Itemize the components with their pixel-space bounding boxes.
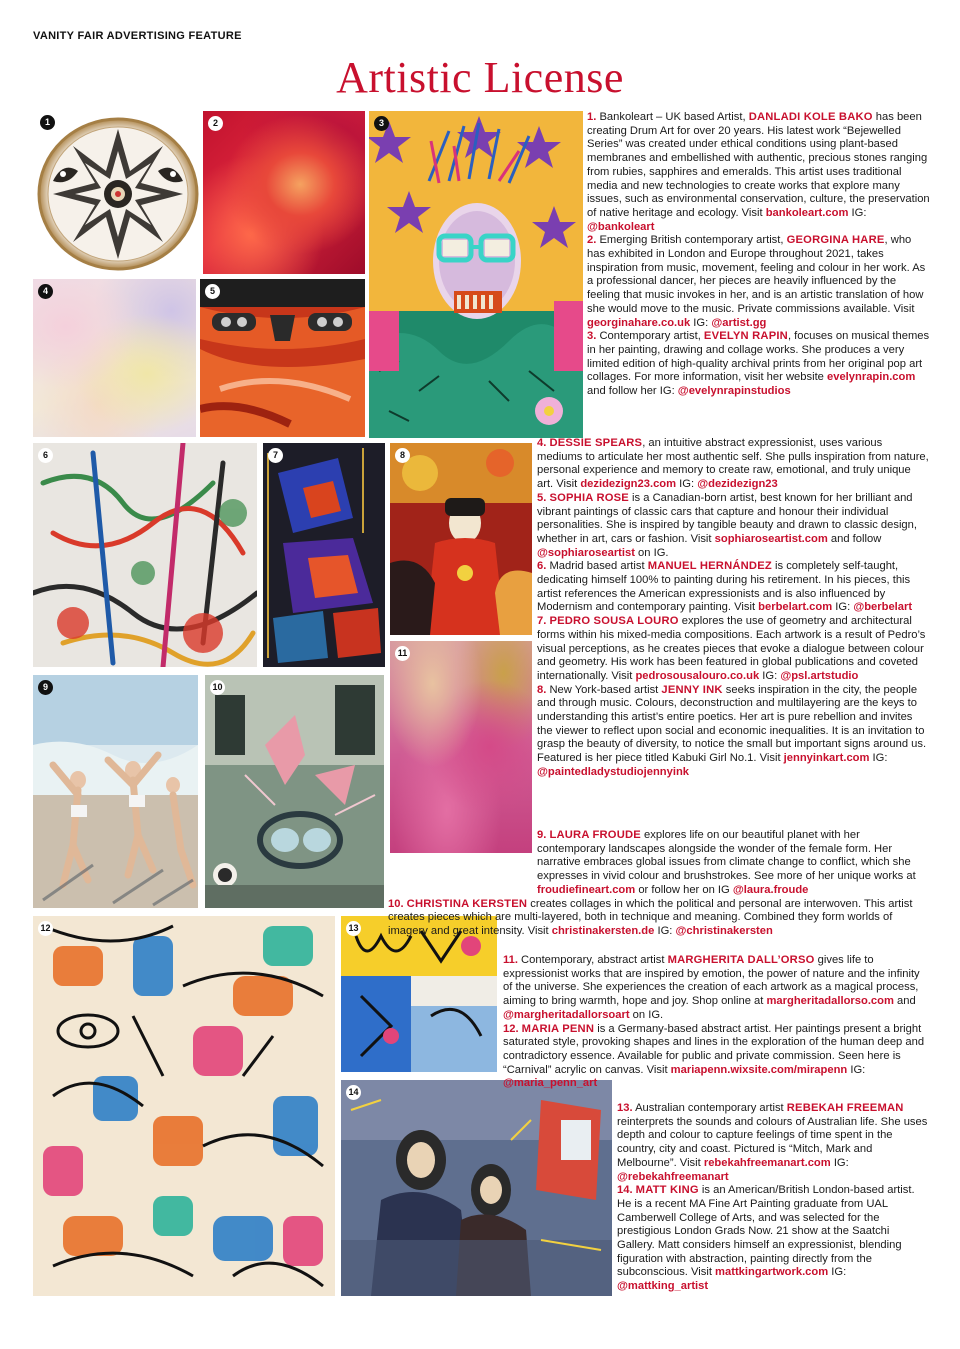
website-link[interactable]: mariapenn.wixsite.com/mirapenn <box>670 1063 848 1076</box>
artwork-7-image <box>263 443 385 667</box>
artwork-number: 8 <box>395 448 410 463</box>
pop-collage-icon <box>369 111 583 438</box>
artwork-2-image <box>203 111 365 274</box>
drum-art-icon <box>33 111 199 271</box>
website-link[interactable]: froudiefineart.com <box>537 883 636 896</box>
website-link[interactable]: bankoleart.com <box>765 206 849 219</box>
instagram-link[interactable]: @evelynrapinstudios <box>677 385 791 398</box>
artwork-11-image <box>390 641 532 853</box>
kabuki-painting-icon <box>390 443 532 635</box>
artwork-4-image <box>33 279 196 437</box>
website-link[interactable]: rebekahfreemanart.com <box>703 1156 831 1169</box>
artwork-6-image <box>33 443 257 667</box>
instagram-link[interactable]: @christinakersten <box>675 924 773 937</box>
instagram-link[interactable]: @artist.gg <box>711 316 767 329</box>
artwork-number: 2 <box>208 116 223 131</box>
website-link[interactable]: margheritadallorso.com <box>766 995 894 1008</box>
entry-6: 6. Madrid based artist MANUEL HERNÁNDEZ is completely self-taught, dedicating himself 100% to painting during his retirement. In his pieces, this artist references the American expressionists and is also influenced by Modernism and contemporary painting. Visit berbelart.com IG: @berbelart <box>537 560 913 614</box>
entry-8: 8. New York-based artist JENNY INK seeks inspiration in the city, the people and through music. Colours, deconstruction and multilayering are the keys to understanding this artist’s entire poetics. Her art is pure rebellion and invites the viewer to reflect upon social and economic inequalities. It is an invitation to grasp the beauty of diversity, to notice the small but important signs around us. Featured is her piece titled Kabuki Girl No.1. Visit jennyinkart.com IG: @paintedladystudiojennyink <box>537 683 927 778</box>
artwork-14-image <box>341 1080 612 1296</box>
instagram-link[interactable]: @berbelart <box>853 601 913 614</box>
website-link[interactable]: sophiaroseartist.com <box>714 532 828 545</box>
entry-11: 11. Contemporary, abstract artist MARGHERITA DALL’ORSO gives life to expressionist works that are inspired by emotion, the power of nature and the infinity of the universe. She experiences the creation of each artwork as a magical process, aiming to bring warmth, hope and joy. Shop online at margheritadallorso.com and @margheritadallorsoart on IG. <box>503 954 920 1021</box>
artwork-number: 14 <box>346 1085 361 1100</box>
text-block-b <box>537 437 929 780</box>
entry-2: 2. Emerging British contemporary artist, GEORGINA HARE, who has exhibited in London and Europe throughout 2021, takes inspiration from music, movement, feeling and colour in her work. As a professional dancer, her pieces are heavily influenced by the feeling that music invokes in her, and is an artistic translation of how she would move to the music. Private commissions available. Visit georginahare.co.uk IG: @artist.gg <box>587 234 926 329</box>
geometric-collage-icon <box>263 443 385 667</box>
artwork-number: 11 <box>395 646 410 661</box>
text-block-e <box>617 1102 929 1294</box>
website-link[interactable]: dezidezign23.com <box>580 478 677 491</box>
artwork-10-image <box>205 675 384 908</box>
classic-car-icon <box>200 279 365 437</box>
instagram-link[interactable]: @maria_penn_art <box>503 1077 598 1090</box>
instagram-link[interactable]: @mattking_artist <box>617 1280 709 1293</box>
figurative-painting-icon <box>341 1080 612 1296</box>
website-link[interactable]: evelynrapin.com <box>827 371 916 384</box>
artwork-number: 1 <box>40 115 55 130</box>
beach-painting-icon <box>33 675 198 908</box>
abstract-painting-icon <box>33 443 257 667</box>
instagram-link[interactable]: @psl.artstudio <box>780 669 859 682</box>
entry-13: 13. Australian contemporary artist REBEKAH FREEMAN reinterprets the sounds and colours of Australian life. She uses depth and colour to capture feelings of time spent in the country, city and coast. Pictured is “Mitch, Mark and Melbourne”. Visit rebekahfreemanart.com IG: @rebekahfreemanart <box>617 1102 928 1183</box>
artwork-3-image <box>369 111 583 438</box>
artwork-8-image <box>390 443 532 635</box>
website-link[interactable]: pedrosousalouro.co.uk <box>635 669 760 682</box>
text-block-c <box>388 829 929 939</box>
website-link[interactable]: georginahare.co.uk <box>587 316 691 329</box>
artwork-number: 4 <box>38 284 53 299</box>
artwork-number: 9 <box>38 680 53 695</box>
instagram-link[interactable]: @sophiaroseartist <box>537 546 635 559</box>
entry-14: 14. MATT KING is an American/British London-based artist. He is a recent MA Fine Art Painting graduate from UAL Camberwell College of Arts, and was selected for the prestigious London Grads Now. 21 show at the Saatchi Gallery. Matt considers himself an expressionist, blending figuration with abstraction, painting directly from the subconscious. Visit mattkingartwork.com IG: @mattking_artist <box>617 1184 915 1293</box>
artwork-number: 5 <box>205 284 220 299</box>
instagram-link[interactable]: @rebekahfreemanart <box>617 1170 729 1183</box>
artwork-number: 13 <box>346 921 361 936</box>
entry-7: 7. PEDRO SOUSA LOURO explores the use of geometry and architectural forms within his mixed-media compositions. Each artwork is a result of Pedro’s visual perceptions, as he creates pieces that evoke a dialogue between colour and geometry. His work has been featured in global publications and coveted internationally. Visit pedrosousalouro.co.uk IG: @psl.artstudio <box>537 615 926 682</box>
entry-5: 5. SOPHIA ROSE is a Canadian-born artist, best known for her brilliant and vibrant paintings of classic cars that capture and honour their individual personalities. She is inspired by tangible beauty and drawn to classic design, whether in art, cars or fashion. Visit sophiaroseartist.com and follow @sophiaroseartist on IG. <box>537 491 917 559</box>
instagram-link[interactable]: @margheritadallorsoart <box>503 1008 630 1021</box>
entry-4: 4. DESSIE SPEARS, an intuitive abstract expressionist, uses various mediums to articulate her most authentic self. She pulls inspiration from nature, personal experience and memory to create raw, emotional, and truly unique art. Visit dezidezign23.com IG: @dezidezign23 <box>537 437 929 491</box>
entry-10: 10. CHRISTINA KERSTEN creates collages in which the political and personal are interwoven. This artist creates pieces which are multi-layered, both in technique and meaning. Combined they form worlds of imagery and great intensity. Visit christinakersten.de IG: @christinakersten <box>388 897 913 937</box>
political-collage-icon <box>205 675 384 908</box>
website-link[interactable]: christinakersten.de <box>551 924 655 937</box>
text-block-d <box>503 954 929 1091</box>
artwork-13-image <box>341 916 497 1072</box>
instagram-link[interactable]: @dezidezign23 <box>697 478 778 491</box>
artwork-5-image <box>200 279 365 437</box>
instagram-link[interactable]: @laura.froude <box>732 883 809 896</box>
page-title: Artistic License <box>336 53 624 102</box>
website-link[interactable]: jennyinkart.com <box>783 752 870 765</box>
website-link[interactable]: mattkingartwork.com <box>715 1266 829 1279</box>
artwork-number: 3 <box>374 116 389 131</box>
website-link[interactable]: berbelart.com <box>758 601 833 614</box>
artwork-number: 12 <box>38 921 53 936</box>
instagram-link[interactable]: @bankoleart <box>587 220 655 233</box>
instagram-link[interactable]: @paintedladystudiojennyink <box>537 765 690 778</box>
artwork-1-image <box>33 111 199 271</box>
graffiti-painting-icon <box>341 916 497 1072</box>
artwork-number: 7 <box>268 448 283 463</box>
entry-3: 3. Contemporary artist, EVELYN RAPIN, focuses on musical themes in her painting, drawing and collage works. She produces a very limited edition of high-quality archival prints from her original pop art collages. For more information, visit her website evelynrapin.com and follow her IG: @evelynrapinstudios <box>587 330 930 398</box>
artwork-9-image <box>33 675 198 908</box>
artwork-12-image <box>33 916 335 1296</box>
entry-12: 12. MARIA PENN is a Germany-based abstract artist. Her paintings present a bright saturated style, provoking shapes and lines in the exploration of the human deep and contradictory essence. Available for public and private commission. Seen here is “Carnival” acrylic on canvas. Visit mariapenn.wixsite.com/mirapenn IG: @maria_penn_art <box>503 1022 925 1090</box>
artwork-number: 10 <box>210 680 225 695</box>
artwork-number: 6 <box>38 448 53 463</box>
entry-1: 1. Bankoleart – UK based Artist, DANLADI KOLE BAKO has been creating Drum Art for over 20 years. His latest work “Bejewelled Series” was created under ethical conditions using plant-based membranes and embellished with authentic, precious stones ranging from rubies, sapphires and emeralds. This artist uses traditional media and new technologies to create works that explore many issues, such as environmental conservation, culture, the preservation of native heritage and ecology. Visit bankoleart.com IG: @bankoleart <box>587 111 930 233</box>
text-block-a <box>587 111 930 399</box>
entry-9: 9. LAURA FROUDE explores life on our beautiful planet with her contemporary landscapes alongside the wonder of the female form. Her narrative embraces global issues from climate change to conflict, which she expresses in vivid colour and brushstrokes. See more of her unique works at froudiefineart.com or follow her on IG @laura.froude <box>537 829 916 896</box>
header-label: VANITY FAIR ADVERTISING FEATURE <box>33 30 242 42</box>
carnival-painting-icon <box>33 916 335 1296</box>
